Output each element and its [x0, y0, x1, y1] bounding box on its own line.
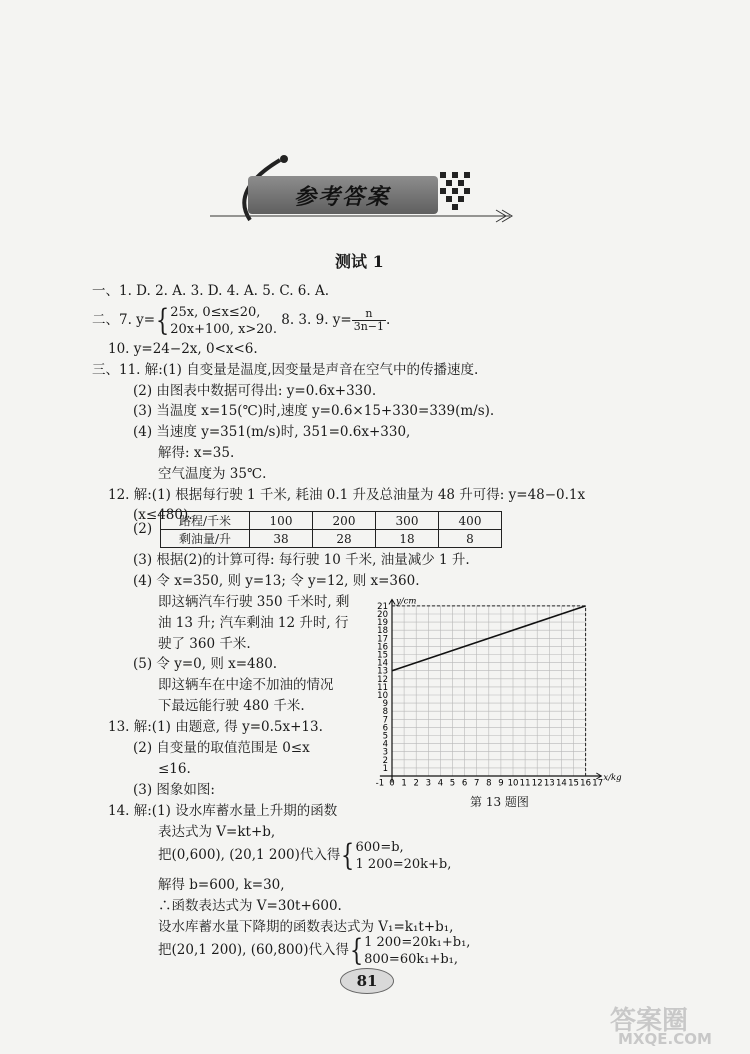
answer-line-9: 空气温度为 35℃. [158, 466, 267, 482]
x-tick-label: 8 [486, 778, 492, 789]
answer-line-4: 三、11. 解:(1) 自变量是温度,因变量是声音在空气中的传播速度. [92, 362, 479, 378]
x-tick-label: 2 [413, 778, 419, 789]
answer-line-13: (3) 根据(2)的计算可得: 每行驶 10 千米, 油量减少 1 升. [133, 552, 470, 568]
mileage-table [160, 511, 502, 548]
figure-13-chart [368, 586, 668, 796]
x-tick-label: 3 [425, 778, 432, 789]
y-tick-label: 10 [377, 691, 388, 701]
answer-line-20: 下最远能行驶 480 千米. [158, 698, 305, 714]
x-tick-label: 0 [389, 778, 395, 789]
y-tick-label: 8 [382, 707, 388, 718]
figure-caption: 第 13 题图 [470, 795, 529, 809]
table-cell: 剩油量/升 [161, 530, 250, 548]
table-cell: 18 [376, 530, 439, 548]
y-tick-label: 4 [382, 739, 388, 750]
y-tick-label: 1 [382, 763, 388, 774]
y-tick-label: 13 [377, 666, 388, 677]
answer-line-11: (x≤480). [133, 507, 193, 523]
test-title: 测试 1 [335, 252, 384, 271]
answer-line-16: 油 13 升; 汽车剩油 12 升时, 行 [158, 615, 349, 631]
y-tick-label: 20 [377, 610, 388, 620]
table-cell: 300 [376, 512, 439, 530]
x-tick-label: -1 [375, 778, 385, 789]
table-cell: 200 [313, 512, 376, 530]
answer-line-14: (4) 令 x=350, 则 y=13; 令 y=12, 则 x=360. [133, 573, 420, 589]
x-tick-label: 7 [473, 778, 480, 789]
y-tick-label: 17 [377, 634, 388, 645]
table-cell: 38 [250, 530, 313, 548]
y-tick-label: 6 [382, 723, 388, 734]
y-tick-label: 15 [377, 650, 388, 661]
table-row [161, 512, 502, 530]
y-tick-label: 21 [377, 601, 388, 612]
table-cell: 28 [313, 530, 376, 548]
answer-line-31: 把(20,1 200), (60,800)代入得{ 1 200=20k₁+b₁, 800=60k₁+b₁, [158, 932, 471, 968]
x-tick-label: 11 [519, 778, 531, 789]
answer-line-5: (2) 由图表中数据可得出: y=0.6x+330. [133, 383, 377, 399]
table-cell: 400 [439, 512, 502, 530]
y-tick-label: 19 [377, 618, 388, 629]
x-tick-label: 5 [449, 778, 456, 789]
answer-line-12: (2) [133, 521, 153, 537]
x-tick-label: 14 [555, 778, 567, 789]
answer-line-23: ≤16. [158, 761, 191, 777]
y-tick-label: 9 [382, 699, 388, 710]
answer-line-15: 即这辆汽车行驶 350 千米时, 剩 [158, 594, 350, 610]
y-tick-label: 7 [382, 715, 388, 726]
x-tick-label: 1 [401, 778, 407, 789]
x-tick-label: 9 [498, 778, 504, 789]
answer-line-2: 二、7. y={ 25x, 0≤x≤20, 20x+100, x>20. 8. 3. 9. y= $\frac{n}{3n-1}$ . [92, 302, 391, 338]
answer-line-27: 把(0,600), (20,1 200)代入得{ 600=b, 1 200=20k+b, [158, 837, 452, 873]
table-cell: 8 [439, 530, 502, 548]
x-tick-label: 12 [531, 778, 543, 789]
answer-line-30: 设水库蓄水量下降期的函数表达式为 V₁=k₁t+b₁, [158, 919, 454, 935]
y-tick-label: 11 [377, 682, 388, 693]
y-axis-label: y/cm [396, 596, 417, 607]
x-tick-label: 16 [580, 778, 592, 789]
answer-line-18: (5) 令 y=0, 则 x=480. [133, 656, 278, 672]
answer-line-25: 14. 解:(1) 设水库蓄水量上升期的函数 [108, 803, 338, 819]
x-tick-label: 6 [461, 778, 468, 789]
answer-line-8: 解得: x=35. [158, 445, 235, 461]
table-row [161, 530, 502, 548]
section-title: 参考答案 [293, 184, 390, 210]
answer-line-28: 解得 b=600, k=30, [158, 877, 285, 893]
answer-line-7: (4) 当速度 y=351(m/s)时, 351=0.6x+330, [133, 424, 411, 440]
answer-line-10: 12. 解:(1) 根据每行驶 1 千米, 耗油 0.1 升及总油量为 48 升可得: y=48−0.1x [108, 487, 586, 503]
y-tick-label: 2 [382, 755, 388, 766]
watermark-url: MXQE.COM [618, 1030, 712, 1048]
watermark-logo: 答案圈 [610, 1006, 689, 1036]
y-tick-label: 16 [377, 642, 388, 653]
answer-line-26: 表达式为 V=kt+b, [158, 824, 276, 840]
x-tick-label: 15 [568, 778, 579, 789]
x-tick-label: 4 [437, 778, 444, 789]
x-tick-label: 17 [592, 778, 604, 789]
answer-line-24: (3) 图象如图: [133, 782, 215, 798]
y-tick-label: 18 [377, 626, 388, 637]
x-tick-label: 10 [507, 778, 519, 789]
y-tick-label: 14 [377, 658, 388, 669]
answer-line-3: 10. y=24−2x, 0<x<6. [108, 341, 258, 357]
table-cell: 路程/千米 [161, 512, 250, 530]
y-tick-label: 12 [377, 674, 388, 685]
y-tick-label: 3 [382, 747, 388, 758]
answer-line-19: 即这辆车在中途不加油的情况 [158, 677, 334, 693]
x-tick-label: 13 [543, 778, 555, 789]
answer-line-1: 一、1. D. 2. A. 3. D. 4. A. 5. C. 6. A. [92, 283, 330, 299]
answer-line-22: (2) 自变量的取值范围是 0≤x [133, 740, 310, 756]
x-axis-label: x/kg [603, 773, 622, 783]
answer-line-21: 13. 解:(1) 由题意, 得 y=0.5x+13. [108, 719, 323, 735]
table-cell: 100 [250, 512, 313, 530]
answer-line-6: (3) 当温度 x=15(℃)时,速度 y=0.6×15+330=339(m/s). [133, 403, 495, 419]
y-tick-label: 5 [382, 731, 388, 742]
answer-line-17: 驶了 360 千米. [158, 636, 251, 652]
answer-line-29: ∴函数表达式为 V=30t+600. [158, 898, 342, 914]
page-number: 81 [340, 968, 394, 994]
